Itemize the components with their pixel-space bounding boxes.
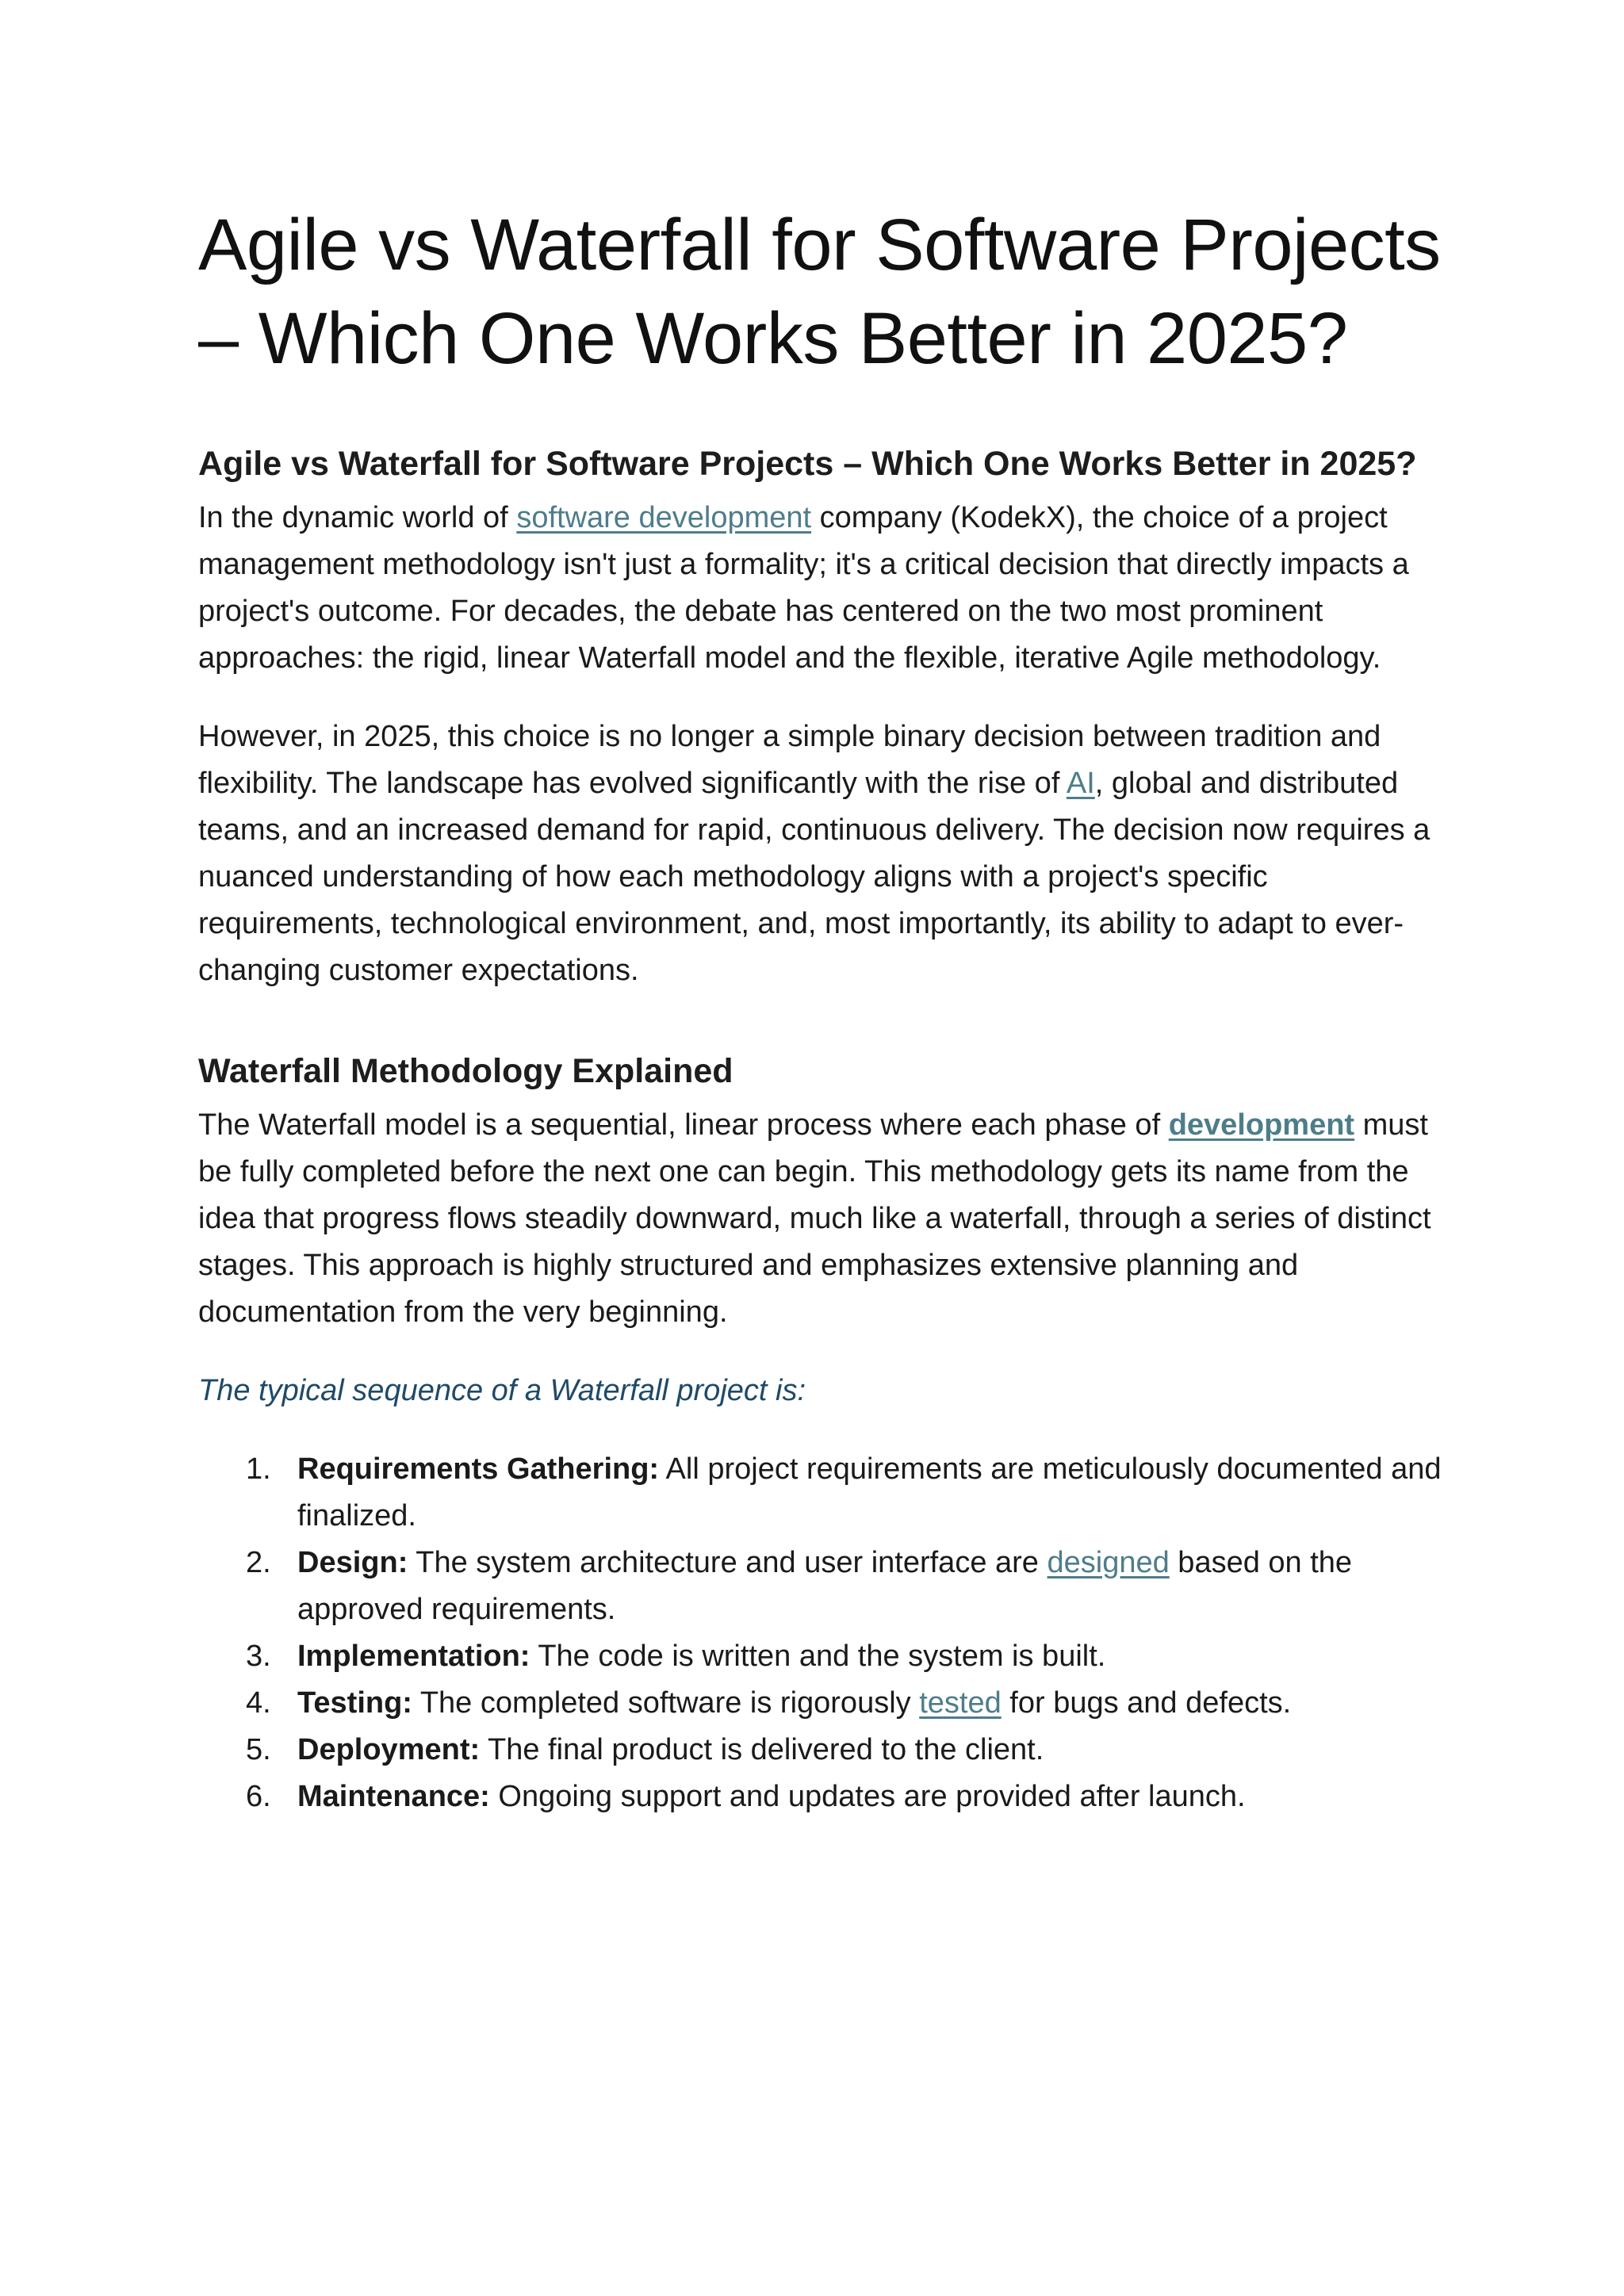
step-text: based on the approved requirements. <box>297 1546 1353 1626</box>
waterfall-paragraph <box>198 1102 1443 1336</box>
step-text: The completed software is rigorously <box>412 1686 920 1720</box>
step-term: Implementation: <box>297 1640 530 1673</box>
document-title: Agile vs Waterfall for Software Projects – Which One Works Better in 2025? <box>198 205 1441 379</box>
step-term: Design: <box>297 1546 408 1579</box>
step-text: Ongoing support and updates are provided after launch. <box>489 1780 1246 1813</box>
text-segment: , global and distributed teams, and an increased demand for rapid, continuous delivery. The decision now requires a nuanced understanding of how each methodology aligns with a project's specific requirements, technological environment, and, most importantly, its ability to adapt to ever-changing customer expectations. <box>198 767 1431 987</box>
intro-paragraph-2 <box>198 714 1443 994</box>
designed-link[interactable]: designed <box>1047 1546 1170 1579</box>
step-text: All project requirements are meticulously documented and finalized. <box>297 1452 1442 1533</box>
text-segment: must be fully completed before the next one can begin. This methodology gets its name from the idea that progress flows steadily downward, much like a waterfall, through a series of distinct stages. This approach is highly structured and emphasizes extensive planning and documentation from the very beginning. <box>198 1108 1431 1329</box>
list-item <box>198 1727 1443 1774</box>
document-page <box>198 198 1443 1820</box>
list-item <box>198 1774 1443 1820</box>
list-number: 4. <box>246 1686 271 1720</box>
step-text: The final product is delivered to the client. <box>480 1733 1044 1766</box>
software-development-link[interactable]: software development <box>516 501 812 534</box>
ai-link[interactable]: AI <box>1066 767 1095 800</box>
step-text: The code is written and the system is built. <box>530 1640 1106 1673</box>
text-segment: company (KodekX), the choice of a project management methodology isn't just a formality; it's a critical decision that directly impacts a project's outcome. For decades, the debate has centered on the two most prominent approaches: the rigid, linear Waterfall model and the flexible, iterative Agile methodology. <box>198 501 1409 675</box>
step-term: Maintenance: <box>297 1780 490 1813</box>
step-text: for bugs and defects. <box>1001 1686 1292 1720</box>
section-heading-waterfall: Waterfall Methodology Explained <box>198 1052 733 1090</box>
intro-paragraph-1 <box>198 495 1443 682</box>
list-number: 2. <box>246 1546 271 1579</box>
list-item <box>198 1633 1443 1680</box>
list-number: 5. <box>246 1733 271 1766</box>
sequence-intro: The typical sequence of a Waterfall project is: <box>198 1374 806 1407</box>
step-text: The system architecture and user interface are <box>408 1546 1048 1579</box>
list-item <box>198 1680 1443 1727</box>
text-segment: However, in 2025, this choice is no longer a simple binary decision between tradition and flexibility. The landscape has evolved significantly with the rise of <box>198 720 1381 800</box>
waterfall-steps-list <box>198 1446 1443 1820</box>
list-item <box>198 1540 1443 1633</box>
step-term: Testing: <box>297 1686 412 1720</box>
list-item <box>198 1446 1443 1540</box>
section-heading-intro: Agile vs Waterfall for Software Projects – Which One Works Better in 2025? <box>198 445 1417 483</box>
list-number: 3. <box>246 1640 271 1673</box>
text-segment: The Waterfall model is a sequential, linear process where each phase of <box>198 1108 1169 1142</box>
development-link[interactable]: development <box>1168 1108 1355 1142</box>
tested-link[interactable]: tested <box>919 1686 1002 1720</box>
list-number: 6. <box>246 1780 271 1813</box>
step-term: Deployment: <box>297 1733 481 1766</box>
step-term: Requirements Gathering: <box>297 1452 660 1486</box>
text-segment: In the dynamic world of <box>198 501 517 534</box>
list-number: 1. <box>246 1452 271 1486</box>
